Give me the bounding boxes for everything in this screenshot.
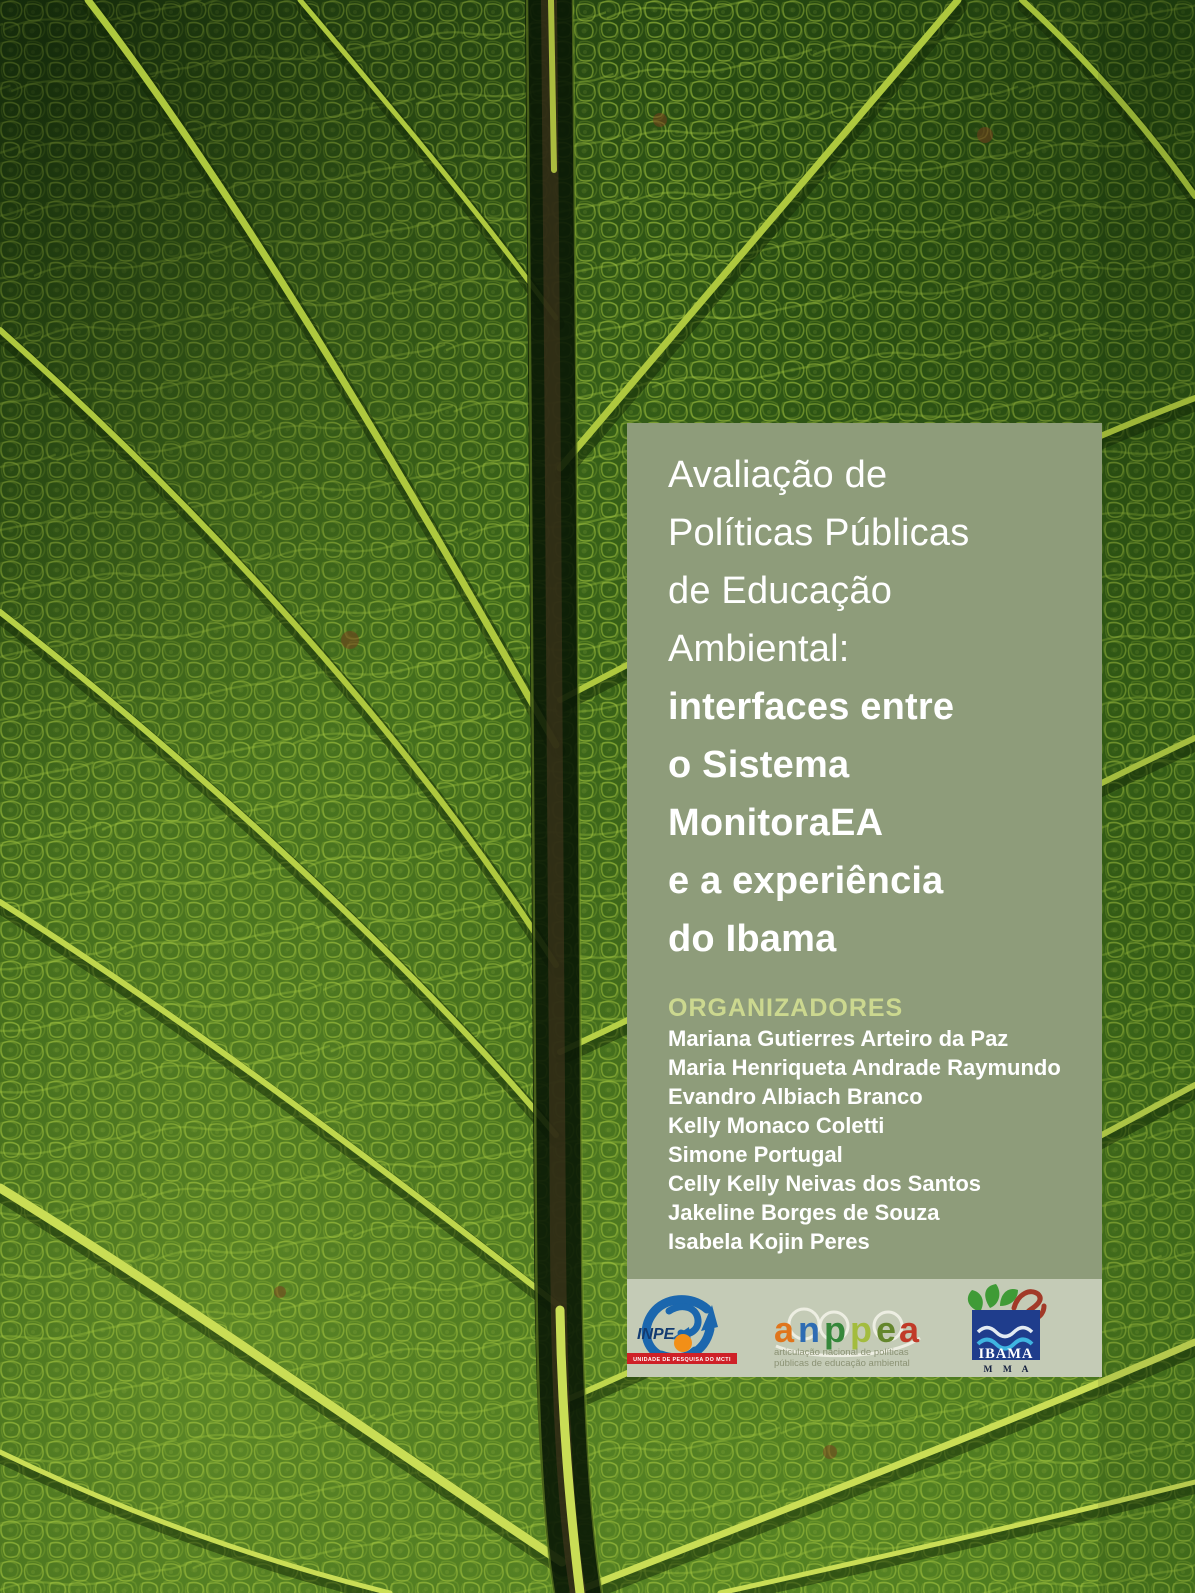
ibama-caption: M M A — [983, 1365, 1033, 1374]
organizer-name: Isabela Kojin Peres — [668, 1229, 870, 1254]
title-panel — [627, 423, 1102, 1279]
organizers-heading: ORGANIZADORES — [668, 994, 904, 1022]
inpe-logo-icon — [625, 1289, 740, 1367]
title-line: e a experiência — [668, 860, 944, 902]
organizer-name: Maria Henriqueta Andrade Raymundo — [668, 1055, 1061, 1080]
title-line: o Sistema — [668, 744, 850, 786]
anppea-caption-line1: articulação nacional de políticas — [774, 1347, 909, 1358]
anppea-logo-icon — [768, 1288, 928, 1368]
ibama-logo-icon — [956, 1282, 1056, 1374]
organizer-name: Jakeline Borges de Souza — [668, 1200, 940, 1225]
organizer-name: Mariana Gutierres Arteiro da Paz — [668, 1026, 1009, 1051]
anppea-letter: p — [824, 1309, 846, 1350]
title-line: MonitoraEA — [668, 802, 884, 844]
organizer-name: Celly Kelly Neivas dos Santos — [668, 1171, 982, 1196]
title-line: do Ibama — [668, 918, 837, 960]
inpe-acronym: INPE — [637, 1326, 675, 1343]
organizers-list — [668, 1024, 1061, 1256]
book-title-bold — [668, 678, 1061, 968]
title-line: interfaces entre — [668, 686, 955, 728]
title-line: Ambiental: — [668, 628, 850, 670]
anppea-letter: p — [850, 1309, 872, 1350]
inpe-caption: UNIDADE DE PESQUISA DO MCTI — [633, 1357, 731, 1363]
anppea-letter: e — [876, 1309, 897, 1350]
title-line: de Educação — [668, 570, 893, 612]
organizer-name: Evandro Albiach Branco — [668, 1084, 923, 1109]
logos-band — [627, 1279, 1102, 1377]
inpe-orange-dot-icon — [674, 1334, 692, 1352]
organizer-name: Simone Portugal — [668, 1142, 843, 1167]
ibama-acronym: IBAMA — [978, 1346, 1034, 1362]
logo-row — [625, 1282, 1056, 1374]
anppea-letter: a — [899, 1309, 920, 1350]
title-line: Políticas Públicas — [668, 512, 970, 554]
organizer-name: Kelly Monaco Coletti — [668, 1113, 885, 1138]
anppea-letter: a — [774, 1309, 795, 1350]
anppea-letter: n — [798, 1309, 820, 1350]
book-title-regular — [668, 446, 1061, 678]
anppea-caption-line2: públicas de educação ambiental — [774, 1358, 910, 1368]
title-line: Avaliação de — [668, 454, 888, 496]
ibama-leaves-icon — [968, 1284, 1018, 1312]
